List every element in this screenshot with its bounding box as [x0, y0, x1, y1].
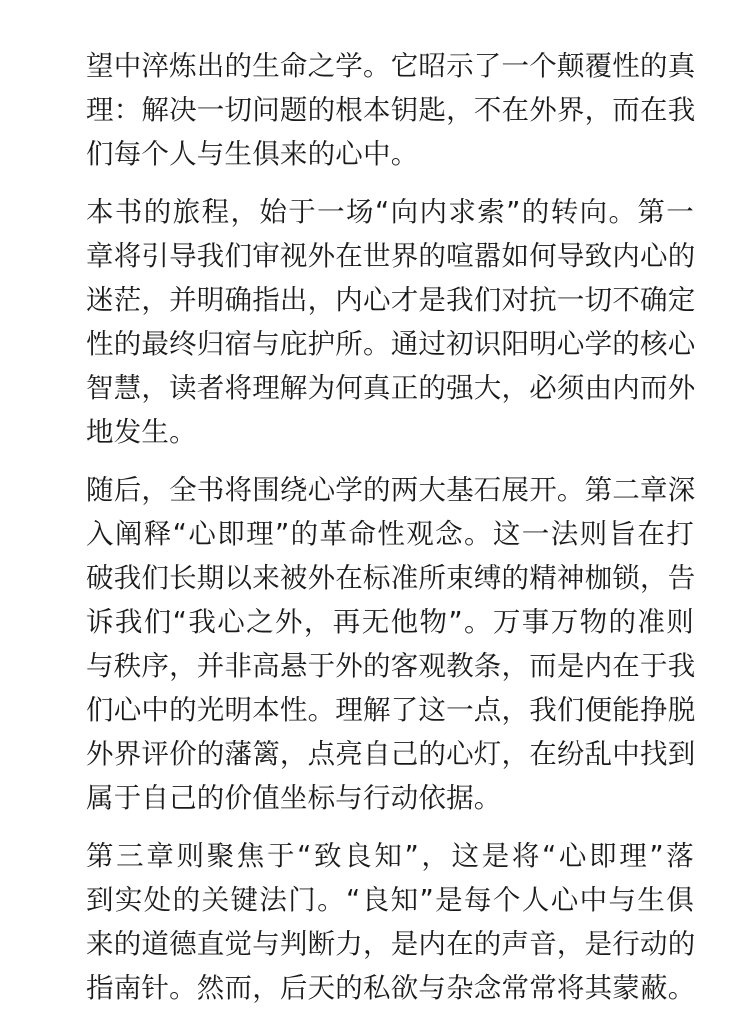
text-line: 理：解决一切问题的根本钥匙，不在外界，而在我: [86, 94, 696, 126]
text-line: 们每个人与生俱来的心中。: [86, 138, 419, 170]
text-line: 性的最终归宿与庇护所。通过初识阳明心学的核心: [86, 328, 696, 360]
text-line: 属于自己的价值坐标与行动依据。: [86, 782, 502, 814]
text-line: 望中淬炼出的生命之学。它昭示了一个颠覆性的真: [86, 50, 696, 82]
text-line: 破我们长期以来被外在标准所束缚的精神枷锁，告: [86, 562, 696, 594]
text-line: 诉我们“我心之外，再无他物”。万事万物的准则: [86, 606, 694, 638]
text-line: 本书的旅程，始于一场“向内求索”的转向。第一: [86, 196, 694, 228]
text-line: 智慧，读者将理解为何真正的强大，必须由内而外: [86, 372, 696, 404]
text-line: 指南针。然而，后天的私欲与杂念常常将其蒙蔽。: [86, 972, 696, 1004]
text-line: 到实处的关键法门。“良知”是每个人心中与生俱: [86, 884, 694, 916]
text-line: 入阐释“心即理”的革命性观念。这一法则旨在打: [86, 518, 694, 550]
paragraph-3: [86, 468, 696, 820]
text-line: 地发生。: [86, 416, 197, 448]
text-line: 第三章则聚焦于“致良知”，这是将“心即理”落: [86, 840, 694, 872]
text-line: 迷茫，并明确指出，内心才是我们对抗一切不确定: [86, 284, 696, 316]
paragraph-1: [86, 44, 696, 176]
text-line: 们心中的光明本性。理解了这一点，我们便能挣脱: [86, 694, 696, 726]
text-line: 来的道德直觉与判断力，是内在的声音，是行动的: [86, 928, 696, 960]
paragraph-4: [86, 834, 696, 1010]
text-line: 章将引导我们审视外在世界的喧嚣如何导致内心的: [86, 240, 696, 272]
text-line: 与秩序，并非高悬于外的客观教条，而是内在于我: [86, 650, 696, 682]
text-line: 外界评价的藩篱，点亮自己的心灯，在纷乱中找到: [86, 738, 696, 770]
paragraph-2: [86, 190, 696, 454]
text-line: 随后，全书将围绕心学的两大基石展开。第二章深: [86, 474, 696, 506]
